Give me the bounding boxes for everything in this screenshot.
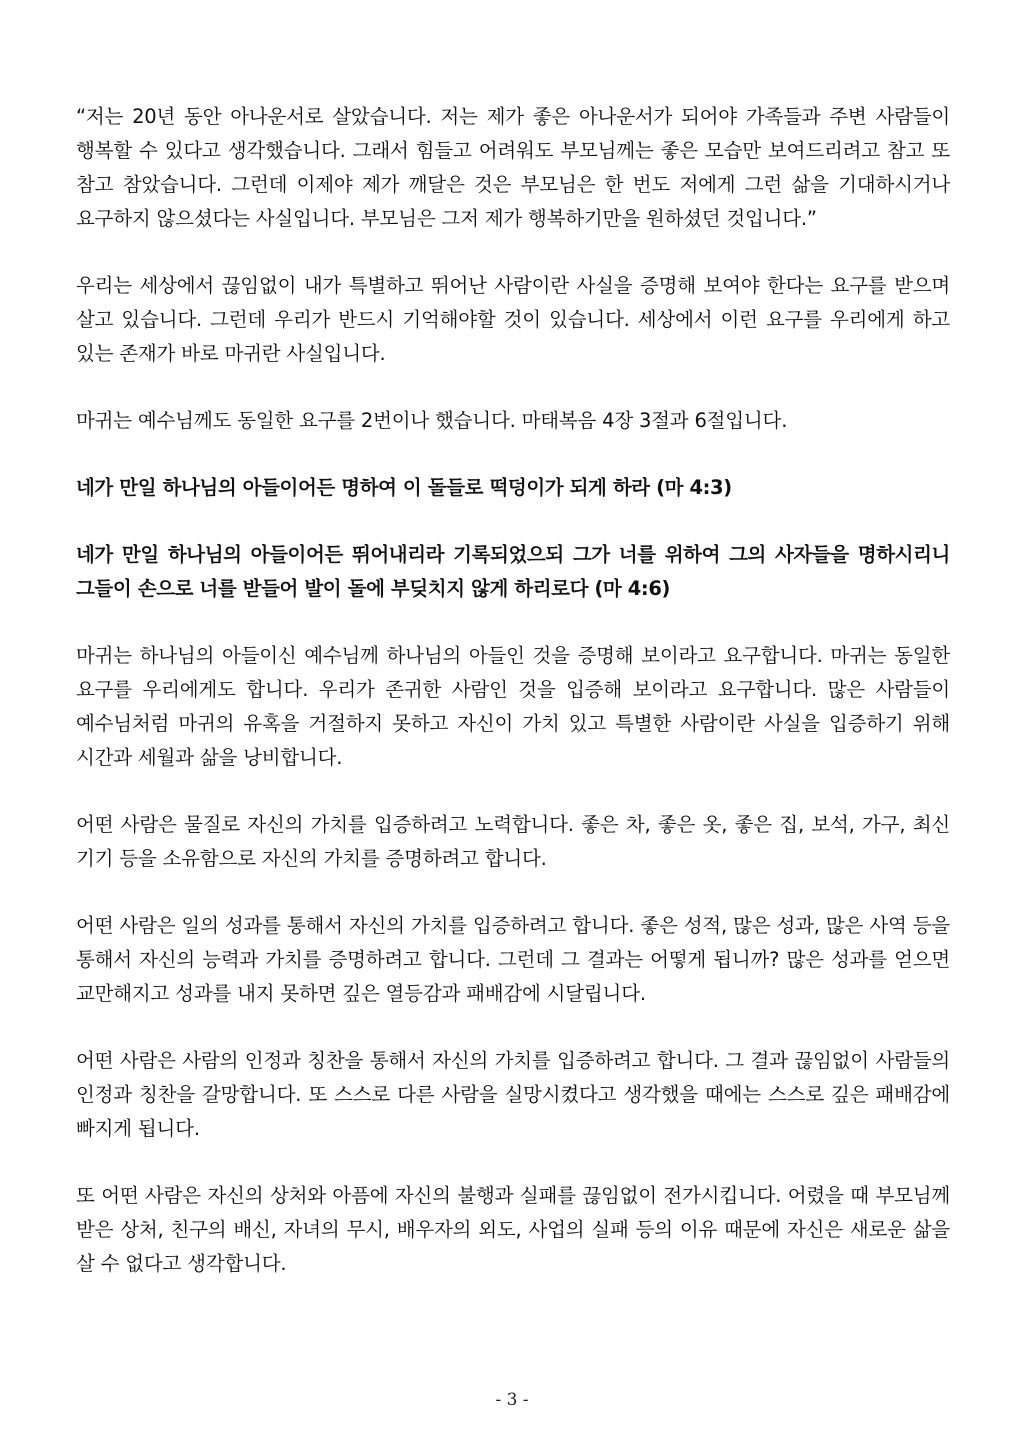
document-body [76, 100, 950, 1314]
paragraph: 마귀는 하나님의 아들이신 예수님께 하나님의 아들인 것을 증명해 보이라고 요구합니다. 마귀는 동일한 요구를 우리에게도 합니다. 우리가 존귀한 사람인 것을 입증해 보이라고 요구합니다. 많은 사람들이 예수님처럼 마귀의 유혹을 거절하지 못하고 자신이 가치 있고 특별한 사람이란 사실을 입증하기 위해 시간과 세월과 삶을 낭비합니다. [76, 644, 950, 769]
paragraph: 마귀는 예수님께도 동일한 요구를 2번이나 했습니다. 마태복음 4장 3절과 6절입니다. [76, 409, 788, 432]
scripture-verse: 네가 만일 하나님의 아들이어든 뛰어내리라 기록되었으되 그가 너를 위하여 그의 사자들을 명하시리니 그들이 손으로 너를 받들어 발이 돌에 부딪치지 않게 하리로다 (마 4:6) [76, 543, 950, 600]
paragraph-quote: “저는 20년 동안 아나운서로 살았습니다. 저는 제가 좋은 아나운서가 되어야 가족들과 주변 사람들이 행복할 수 있다고 생각했습니다. 그래서 힘들고 어려워도 부모님께는 좋은 모습만 보여드리려고 참고 또 참고 참았습니다. 그런데 이제야 제가 깨달은 것은 부모님은 한 번도 저에게 그런 삶을 기대하시거나 요구하지 않으셨다는 사실입니다. 부모님은 그저 제가 행복하기만을 원하셨던 것입니다.” [76, 105, 950, 230]
paragraph: 어떤 사람은 사람의 인정과 칭찬을 통해서 자신의 가치를 입증하려고 합니다. 그 결과 끊임없이 사람들의 인정과 칭찬을 갈망합니다. 또 스스로 다른 사람을 실망시켰다고 생각했을 때에는 스스로 깊은 패배감에 빠지게 됩니다. [76, 1049, 950, 1140]
paragraph: 또 어떤 사람은 자신의 상처와 아픔에 자신의 불행과 실패를 끊임없이 전가시킵니다. 어렸을 때 부모님께 받은 상처, 친구의 배신, 자녀의 무시, 배우자의 외도, 사업의 실패 등의 이유 때문에 자신은 새로운 삶을 살 수 없다고 생각합니다. [76, 1184, 950, 1275]
paragraph: 우리는 세상에서 끊임없이 내가 특별하고 뛰어난 사람이란 사실을 증명해 보여야 한다는 요구를 받으며 살고 있습니다. 그런데 우리가 반드시 기억해야할 것이 있습니다. 세상에서 이런 요구를 우리에게 하고 있는 존재가 바로 마귀란 사실입니다. [76, 274, 950, 365]
paragraph: 어떤 사람은 일의 성과를 통해서 자신의 가치를 입증하려고 합니다. 좋은 성적, 많은 성과, 많은 사역 등을 통해서 자신의 능력과 가치를 증명하려고 합니다. 그런데 그 결과는 어떻게 됩니까? 많은 성과를 얻으면 교만해지고 성과를 내지 못하면 깊은 열등감과 패배감에 시달립니다. [76, 914, 950, 1005]
page-number: - 3 - [495, 1390, 529, 1410]
paragraph: 어떤 사람은 물질로 자신의 가치를 입증하려고 노력합니다. 좋은 차, 좋은 옷, 좋은 집, 보석, 가구, 최신 기기 등을 소유함으로 자신의 가치를 증명하려고 합니다. [76, 813, 950, 870]
scripture-verse: 네가 만일 하나님의 아들이어든 명하여 이 돌들로 떡덩이가 되게 하라 (마 4:3) [76, 476, 732, 499]
